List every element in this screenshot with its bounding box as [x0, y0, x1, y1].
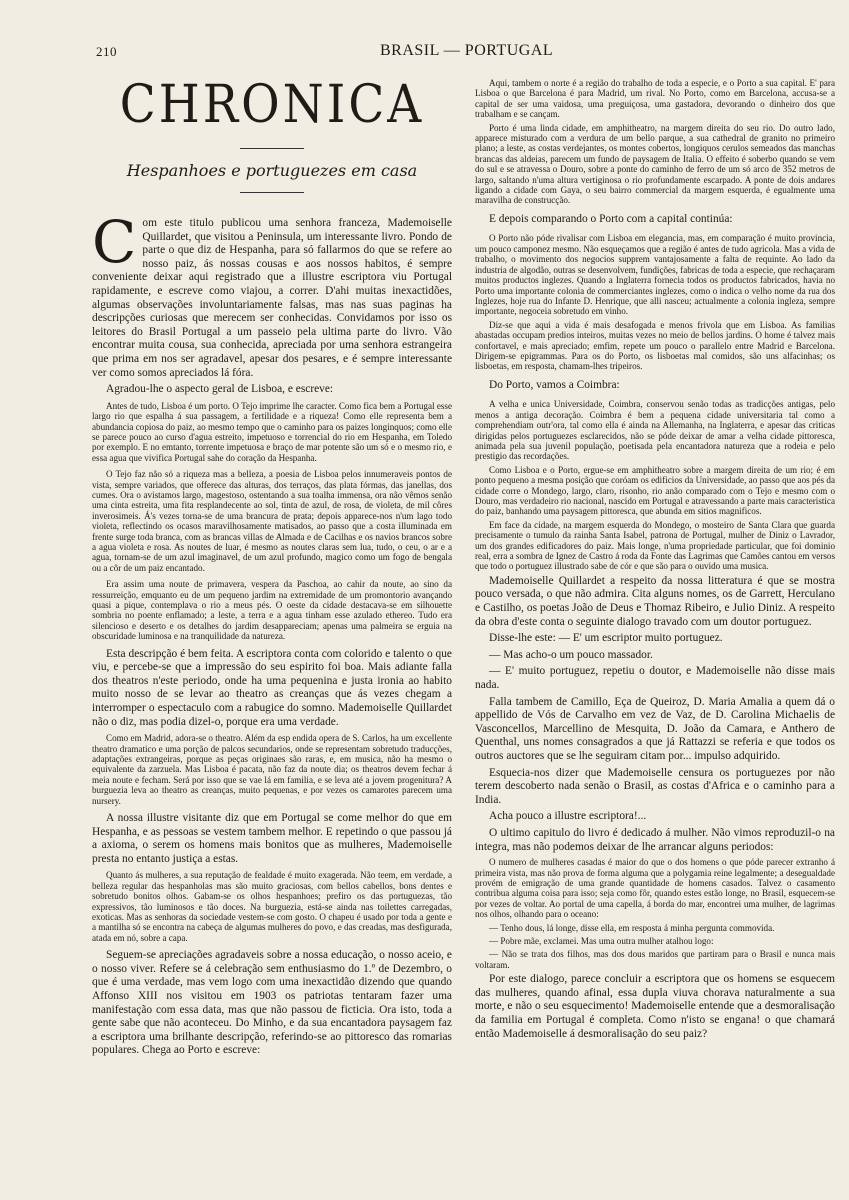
- paragraph-text: O Porto não póde rivalisar com Lisboa em elegancia, mas, em comparação é muito provincia, um pouco camponez mesmo. Não esqueçamos que a região é antes de tudo agricola. Mas a vida de trabalho, o movimento dos negocios supprem vantajosamente a falta de requinte. Ao lado da industria de algodão, outras se desenvolvem, fundições, fabricas de toda a especie, que rechaçaram muitos productos inglezes. Quando a Inglaterra fornecia todos os productos fabricados, havia no Porto uma importante colonia de commerciantes inglezes, como o indica o velho nome da rua dos Inglezes, hoje rua do Infante D. Henrique, que alli nasceu; actualmente a colonia ingleza, sempre importante, negoceia sobretudo em vinho.: [475, 233, 835, 317]
- paragraph-text: Agradou-lhe o aspecto geral de Lisboa, e escreve:: [106, 383, 334, 396]
- paragraph: [475, 923, 835, 933]
- paragraph-text: om este titulo publicou uma senhora franceza, Mademoiselle Quillardet, que visitou a Peninsula, um interessante livro. Pondo de parte o que diz de Hespanha, para só fallarmos do que se refere ao nosso paiz, ás nossas cousas e aos nossos habitos, é sempre conveniente deixar aqui registrado que a illustre escriptora viu Portugal rapidamente, e escreve como viajou, a correr. D'ahi muitas inexactidões, algumas observações involuntariamente falsas, mas nas suas paginas ha descripções curiosas que merecem ser conhecidas. Convidamos por isso os leitores do Brasil Portugal a um passeio pela ultima parte do livro. Vão encontrar muita cousa, sua conhecida, apreciada por uma senhora estrangeira que prima em nos ser agradavel, apesar dos pesares, e é sempre interessante ver como somos apreciados lá fóra.: [92, 217, 452, 379]
- paragraph-text: Acha pouco a illustre escriptora!...: [489, 810, 647, 823]
- paragraph: [475, 233, 835, 316]
- paragraph: [475, 936, 835, 946]
- paragraph: [92, 812, 452, 866]
- paragraph-text: Falla tambem de Camillo, Eça de Queiroz, D. Maria Amalia a quem dá o appellido de Vós de Carvalho em vez de Vaz, de D. Carolina Michaelis de Vasconcellos, Marcellino de Mesquita, D. João da Camara, e Anthero de Quenthal, uns nomes consagrados a que já Rattazzi se referia e que todos os outros auctores que se lhe seguiram citam por... impulso adquirido.: [475, 695, 835, 762]
- paragraph: [475, 399, 835, 461]
- paragraph-text: — Tenho dous, lá longe, disse ella, em resposta á minha pergunta commovida.: [489, 922, 775, 933]
- paragraph: [475, 320, 835, 372]
- page-number: 210: [96, 44, 117, 59]
- subtitle-rule: [240, 192, 304, 193]
- paragraph-text: — Pobre mãe, exclamei. Mas uma outra mulher atalhou logo:: [489, 935, 714, 946]
- paragraph-text: Por este dialogo, parece concluir a escriptora que os homens se esquecem das mulheres, quando afinal, essa dupla viuva chorava naturalmente a sua morte, e não o seu esquecimento! Mademoiselle entende que a desmoralisação da familia em Portugal é completa. Como n'isto se engana! o que chamará então Mademoiselle á desmoralisação do seu paiz?: [475, 973, 835, 1040]
- quoted-paragraph: [92, 579, 452, 641]
- paragraph: [475, 520, 835, 572]
- paragraph-text: O ultimo capitulo do livro é dedicado á mulher. Não vimos reproduzil-o na integra, mas não podemos deixar de lhe arrancar alguns periodos:: [475, 826, 835, 853]
- article-title-block: [92, 76, 452, 193]
- paragraph-text: Aqui, tambem o norte é a região do trabalho de toda a especie, e o Porto a sua capital. E' para Lisboa o que Barcelona é para Madrid, um rival. No Porto, como em Barcelona, accusa-se a capital de ser uma vaidosa, uma preguiçosa, uma gastadora, devorando o dinheiro dos que trabalham e se cançam.: [475, 78, 835, 120]
- paragraph: [475, 827, 835, 854]
- paragraph-text: Seguem-se apreciações agradaveis sobre a nossa educação, o nosso aceio, e o nosso viver. Refere se á celebração sem enthusiasmo do 1.º de Dezembro, o que é uma verdade, mas vem logo com uma inexactidão dizendo que quando Affonso XIII nos visitou em 1903 os patriotas tentaram fazer uma manifestação com essa data, mas que não passou de ficticia. Ora isto, toda a gente sabe que não aconteceu. Do Minho, e da sua encantadora paysagem faz a escriptora uma brilhante descripção, referindo-se ao pittoresco das romarias populares. Chega ao Porto e escreve:: [92, 949, 452, 1057]
- paragraph-text: Quanto ás mulheres, a sua reputação de fealdade é muito exagerada. Não teem, em verdade, a belleza regular das hespanholas mas são muito graciosas, com bellos cabellos, bons dentes e sobretudo bonitos olhos. Gabam-se os olhos hespanhoes; prefiro os das portuguezas, tão expressivos, tão luminosos e tão doces. Na burguezia, está-se ainda nas toilettes carregadas, exoticas. Mas as senhoras da sociedade vestem-se com gosto. O chapeu é usado por toda a gente e a mantilha só se encontra na cabeça de algumas mulheres do povo, e das creadas, mas desfigurada, atada em nó, sobre a capa.: [92, 870, 452, 943]
- paragraph: [475, 78, 835, 120]
- paragraph-text: Porto é uma linda cidade, em amphitheatro, na margem direita do seu rio. Do outro lado, apparece misturado com a verdura de um bello parque, a sua cathedral de granito no primeiro plano; a leste, as costas verdejantes, os montes cobertos, longiquos cerulos semeados das manchas brancas das aldeias, parecem um fundo de paysagem de Italia. O effeito é soberbo quando se vem do sul e se atravessa o Douro, sobre a ponte do caminho de ferro de um só arco de 352 metros de largo, saltando n'uma altura vertiginosa o rio profundamente escarpado. A ponte de dois andares ligando a cidade com Gaya, o seu bairro commercial da margem esquerda, é egualmente uma maravilha de construcção.: [475, 122, 835, 206]
- paragraph-text: Era assim uma noute de primavera, vespera da Paschoa, ao cahir da noute, ao sino da ressurreição, emquanto eu de um pequeno jardim na extremidade de um promontorio avançando quasi a pique, contemplava o rio a meus pés. O oeste da cidade destacava-se em silhouette sombria no poente enflamado; a leste, a terra e a agua tinham esse azulado ethereo. Tudo era silencioso e deserto e os detalhes do jardim desappareciam; apenas uma palmeira se erguia na obscuridade luminosa e na tranquilidade da natureza.: [92, 579, 452, 642]
- paragraph-text: Em face da cidade, na margem esquerda do Mondego, o mosteiro de Santa Clara que guarda precisamente o tumulo da rainha Santa Isabel, patrona de Portugal, mulher de Diniz o Lavrador, um dos grandes edificadores do paiz. Mais longe, n'uma propriedade particular, que foi dominio real, erra a sombra de Ignez de Castro á roda da Fonte das Lagrimas que Camões cantou em versos que todo o portuguez illustrado sabe de cór e que são para o ouvido uma musica.: [475, 519, 835, 572]
- quoted-paragraph: [92, 401, 452, 463]
- paragraph: [92, 383, 452, 397]
- paragraph-text: Antes de tudo, Lisboa é um porto. O Tejo imprime lhe caracter. Como fica bem a Portugal esse largo rio que espalha á sua passagem, a fertilidade e a riqueza! Como elle representa bem a abundancia copiosa do paiz, ao mesmo tempo que o caminho para os paizes longinquos; como elle se parece pouco ao curso d'agua estreito, impetuoso e torrencial do rio em Hespanha, em Toledo por exemplo. E no emtanto, torrente impetuosa e braço de mar potente são um só e o mesmo rio, e essa agua que vivifica Portugal sahe do coração da Hespanha.: [92, 400, 452, 463]
- paragraph-text: Do Porto, vamos a Coimbra:: [489, 378, 620, 391]
- paragraph: [475, 857, 835, 919]
- paragraph-text: — E' muito portuguez, repetiu o doutor, e Mademoiselle não disse mais nada.: [475, 665, 835, 691]
- running-head: BRASIL — PORTUGAL: [380, 42, 554, 59]
- left-column: [92, 76, 452, 1176]
- article-subtitle: Hespanhoes e portuguezes em casa: [126, 161, 418, 180]
- paragraph-text: Disse-lhe este: — E' um escriptor muito portuguez.: [489, 632, 723, 645]
- paragraph: [92, 949, 452, 1058]
- paragraph-text: — Mas acho-o um pouco massador.: [489, 648, 653, 661]
- lead-paragraph: [475, 379, 835, 393]
- paragraph: [475, 123, 835, 206]
- paragraph: [475, 575, 835, 629]
- article-title: CHRONICA: [119, 76, 425, 136]
- paragraph-text: Mademoiselle Quillardet a respeito da nossa litteratura é que se mostra pouco versada, o que não admira. Cita alguns nomes, os de Garrett, Herculano e Castilho, os poetas João de Deus e Thomaz Ribeiro, e Julio Diniz. A respeito da obra d'este conta o seguinte dialogo travado com um doutor portuguez.: [475, 574, 835, 628]
- paragraph-text: A velha e unica Universidade, Coimbra, conservou senão todas as tradicções antigas, pelo menos a antiga decoração. Coimbra é bem a pequena cidade universitaria tal como a comprehendiam outr'ora, tal como ella é ainda na Allemanha, na Inglaterra, e apesar das criticas dirigidas pelos portuguezes esclarecidos, não se póde deixar de amar a velha cidade pittoresca, animada pela sua juvenil população, poetisada pela encantadora natureza que a rodeia e pelo prestigio das recordações.: [475, 399, 835, 462]
- paragraph-text: O numero de mulheres casadas é maior do que o dos homens o que póde parecer extranho á primeira vista, mas não prova de forma alguma que a polygamia reine legalmente; a desegualdade provém de emigração de uma grande quantidade de homens casados. Talvez o casamento contribua alguma coisa para isso; seja como fôr, quando estes estão longe, no Brasil, esquecem-se por vezes de voltar. Ao portal de uma capella, á borda do mar, encontrei uma mulher, de lagrimas nos olhos, olhando para o oceano:: [475, 857, 835, 920]
- paragraph: [475, 665, 835, 692]
- quoted-paragraph: [92, 870, 452, 943]
- drop-cap: C: [92, 208, 137, 276]
- paragraph: [475, 810, 835, 824]
- paragraph: [475, 696, 835, 764]
- paragraph-text: Como Lisboa e o Porto, ergue-se em amphitheatro sobre a margem direita de um rio; é em ponto pequeno a mesma posição que coróam os edificios da Universidade, ao passo que aos pés da cidade corre o Mondego, largo, claro, risonho, rio anão comparado com o Tejo e mesmo com o Douro, mas verdadeiro rio nacional, nascido em Portugal e atravessando a parte mais caracteristica do paiz, banhando uma paysagem pittoresca, que abunda em sitios magnificos.: [475, 464, 835, 517]
- paragraph-text: Esta descripção é bem feita. A escriptora conta com colorido e talento o que viu, e percebe-se que a impressão do seu espirito foi boa. Mais adiante falla dos theatros n'este periodo, onde ha uma pequenina e justa ironia ao habito muito nosso de se levar ao theatro as creanças que ás vezes chegam a interromper o espectaculo com a rabugice do somno. Mademoiselle Quillardet não o diz, mas podia dizel-o, porque era uma verdade.: [92, 647, 452, 728]
- paragraph-text: A nossa illustre visitante diz que em Portugal se come melhor do que em Hespanha, e as pessoas se vestem tambem melhor. E repetindo o que passou já a axioma, o serem os homens mais bonitos que as mulheres, Mademoiselle presta no entanto justiça a estas.: [92, 812, 452, 865]
- right-column: [475, 78, 835, 1178]
- paragraph: [475, 949, 835, 970]
- paragraph-text: Como em Madrid, adora-se o theatro. Além da esp endida opera de S. Carlos, ha um excellente theatro dramatico e uma porção de palcos secundarios, onde se representam sobretudo traducções, adaptações extrangeiras, porque as peças originaes são raras, e, em musica, não ha mesmo o equivalente da zarzuela. Mas Lisboa é pacata, não faz da noute dia; os theatros devem fechar á meia noute e fecham. Será por isso que se vae lá em familia, e se leva até a jovem progenitura? A burguezia leva ao theatro as creanças, muito pequenas, e por vezes os camarotes parecem uma nursery.: [92, 733, 452, 806]
- right-column-body: [475, 78, 835, 1041]
- paragraph: [475, 632, 835, 646]
- paragraph-text: Diz-se que aqui a vida é mais desafogada e menos frivola que em Lisboa. As familias abastadas occupam predios inteiros, muitas vezes no meio de bellos jardins. O home é talvez mais confortavel, e mais apreciado; emfim, repete um pouco o parallelo entre Madrid e Barcelona. Dirigem-se epigrammas. Para os do Porto, os lisboetas mal comidos, são uns alfacinhas; os lisboetas, em resposta, chamam-lhes tripeiros.: [475, 319, 835, 372]
- paragraph-text: — Não se trata dos filhos, mas dos dous maridos que partiram para o Brasil e nunca mais voltaram.: [475, 949, 835, 970]
- paragraph-text: O Tejo faz não só a riqueza mas a belleza, a poesia de Lisboa pelos innumeraveis pontos de vista, sempre variados, que offerece das alturas, dos terraços, das plata fórmas, das janellas, dos cumes. Ora o avistamos largo, magestoso, ostentando a sua toalha immensa, ora não vêmos senão uma cinta estreita, uma fita resplandecente ao sol, tinta de azul, de rosa, de violeta, de mil côres inverosimeis. Á's vezes torna-se de uma brancura de prata; depois apparece-nos n'um lago todo violeta, reflectindo os ocasos maravilhosamente matisados, ao passo que a costa illuminada em frente surge toda branca, com as brancas villas de Almada e de Cacilhas e os navios brancos sobre a agua violeta e rosa. As noutes de luar, é mesmo as noutes claras sem lua, tudo, o ceu, o ar e a agua, tornam-se de um azul imaginavel, de um azul profundo, magico como um fogo de bengala ou a côr de um paiz encantado.: [92, 469, 452, 573]
- title-rule: [240, 148, 304, 149]
- paragraph: [92, 648, 452, 730]
- paragraph: [475, 973, 835, 1041]
- left-column-body: [92, 208, 452, 1058]
- lead-paragraph: [475, 213, 835, 227]
- paragraph-text: Esquecia-nos dizer que Mademoiselle censura os portuguezes por não terem descoberto nada senão o Brasil, as costas d'Africa e o caminho para a India.: [475, 766, 835, 806]
- quoted-paragraph: [92, 469, 452, 573]
- paragraph: [475, 767, 835, 808]
- quoted-paragraph: [92, 733, 452, 806]
- paragraph: [475, 649, 835, 663]
- paragraph: [92, 208, 452, 380]
- paragraph-text: E depois comparando o Porto com a capital continúa:: [489, 212, 733, 225]
- paragraph: [475, 465, 835, 517]
